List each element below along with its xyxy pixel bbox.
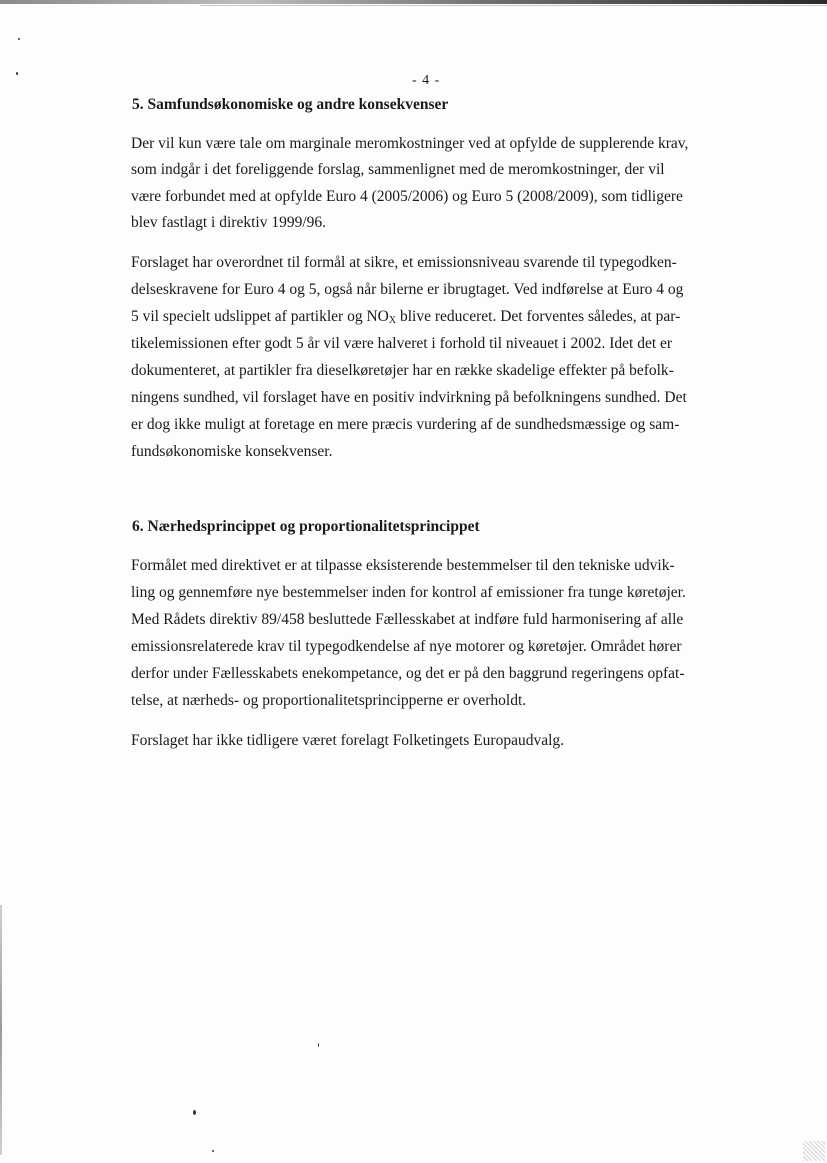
section-6-heading: 6. Nærhedsprincippet og proportionalitetsprincippet xyxy=(132,518,480,535)
nox-subscript: X xyxy=(388,315,397,326)
section-5-para2-line: Forslaget har overordnet til formål at sikre, et emissionsniveau svarende til typegodken- xyxy=(131,254,677,271)
section-6-para1-line: telse, at nærheds- og proportionalitetsprincipperne er overholdt. xyxy=(131,692,527,709)
section-5-para2-line: tikelemissionen efter godt 5 år vil være halveret i forhold til niveauet i 2002. Idet det er xyxy=(131,335,673,352)
scan-speck xyxy=(18,38,20,40)
section-5-para1-line: som indgår i det foreliggende forslag, sammenlignet med de meromkostninger, der vil xyxy=(131,161,665,178)
scan-speck xyxy=(193,1110,196,1115)
section-6-para1-line: ling og gennemføre nye bestemmelser inden for kontrol af emissioner fra tunge køretøjer. xyxy=(131,584,686,601)
section-6-para1-line: emissionsrelaterede krav til typegodkendelse af nye motorer og køretøjer. Området hører xyxy=(131,638,682,655)
scan-speck xyxy=(212,1150,214,1152)
section-6-para1-line: Med Rådets direktiv 89/458 besluttede Fællesskabet at indføre fuld harmonisering af alle xyxy=(131,611,684,628)
nox-text-after: blive reduceret. Det forventes således, at par- xyxy=(396,308,681,325)
section-5-para2-line: fundsøkonomiske konsekvenser. xyxy=(131,443,333,460)
nox-text-before: 5 vil specielt udslippet af partikler og NO xyxy=(131,308,389,325)
section-5-para2-line: er dog ikke muligt at foretage en mere præcis vurdering af de sundhedsmæssige og sam- xyxy=(131,416,680,433)
section-5-para1-line: blev fastlagt i direktiv 1999/96. xyxy=(131,214,327,231)
section-6-para1-line: derfor under Fællesskabets enekompetance, og det er på den baggrund regeringens opfat- xyxy=(131,665,685,682)
scan-corner-noise xyxy=(803,1141,825,1161)
scan-top-edge xyxy=(0,0,827,4)
section-6-para2-line: Forslaget har ikke tidligere været forelagt Folketingets Europaudvalg. xyxy=(131,732,565,749)
page-number: - 4 - xyxy=(412,73,441,88)
section-5-heading: 5. Samfundsøkonomiske og andre konsekvenser xyxy=(132,96,449,113)
section-5-para1-line: være forbundet med at opfylde Euro 4 (2005/2006) og Euro 5 (2008/2009), som tidligere xyxy=(131,188,683,205)
section-5-para2-line-nox xyxy=(131,308,680,326)
scan-speck xyxy=(16,72,18,75)
section-5-para1-line: Der vil kun være tale om marginale meromkostninger ved at opfylde de supplerende krav, xyxy=(131,135,689,152)
section-5-para2-line: ningens sundhed, vil forslaget have en positiv indvirkning på befolkningens sundhed. Det xyxy=(131,389,687,406)
section-6-para1-line: Formålet med direktivet er at tilpasse eksisterende bestemmelser til den tekniske udvik- xyxy=(131,557,675,574)
section-5-para2-line: dokumenteret, at partikler fra dieselkøretøjer har en række skadelige effekter på befolk- xyxy=(131,362,674,379)
section-5-para2-line: delseskravene for Euro 4 og 5, også når bilerne er ibrugtaget. Ved indførelse at Euro 4 og xyxy=(131,281,684,298)
scan-top-line xyxy=(200,5,827,6)
scan-speck xyxy=(318,1043,319,1047)
scan-left-edge xyxy=(0,905,2,1155)
